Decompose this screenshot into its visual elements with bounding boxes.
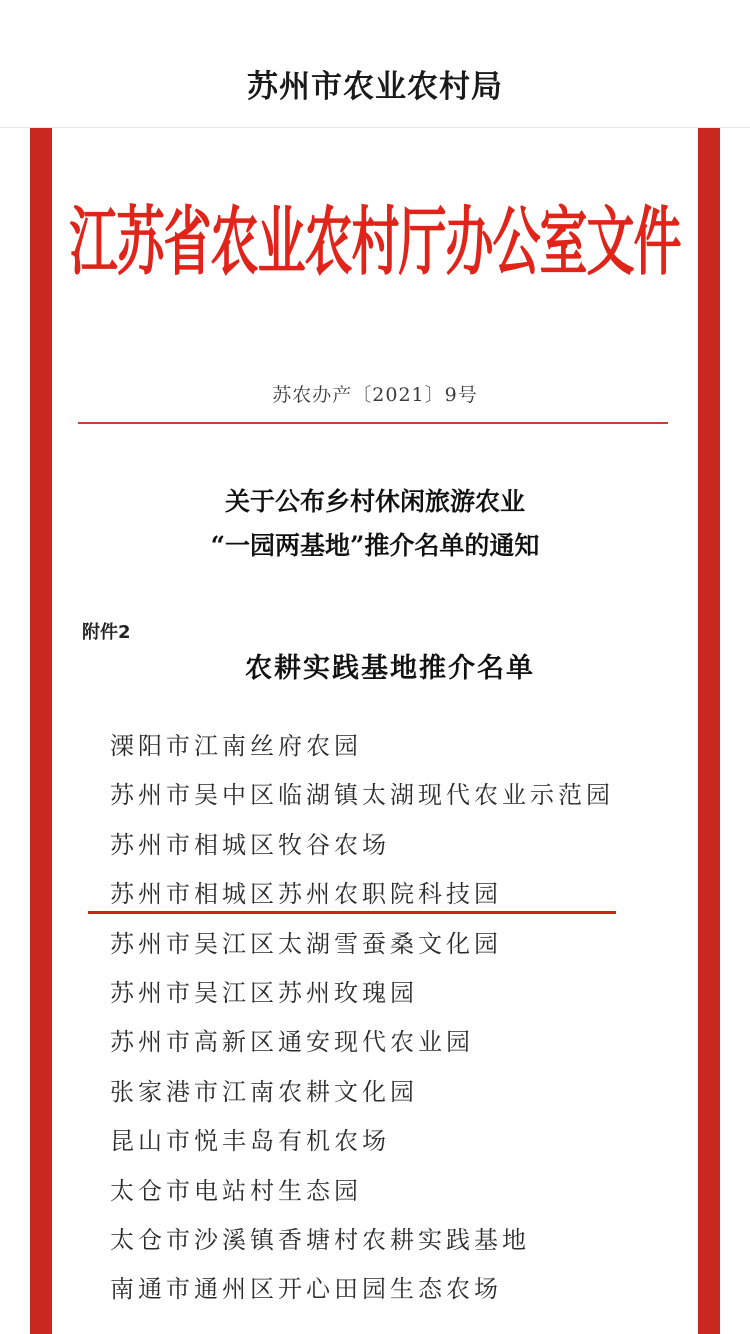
attachment-label: 附件2: [82, 622, 131, 643]
list-title: 农耕实践基地推介名单: [245, 653, 535, 684]
list-item: 昆山市悦丰岛有机农场: [110, 1127, 390, 1156]
list-item: 苏州市吴江区苏州玫瑰园: [110, 978, 418, 1007]
document-heading: 江苏省农业农村厅办公室文件: [69, 199, 681, 286]
list-item: 太仓市沙溪镇香塘村农耕实践基地: [110, 1225, 530, 1254]
list-item: 苏州市吴中区临湖镇太湖现代农业示范园: [110, 781, 614, 810]
list-item-highlighted: 苏州市相城区苏州农职院科技园: [110, 880, 502, 909]
list-item: 太仓市电站村生态园: [110, 1176, 362, 1205]
list-item: 张家港市江南农耕文化园: [110, 1077, 418, 1106]
heading-divider: [78, 422, 668, 424]
subject-line-1: 关于公布乡村休闲旅游农业: [224, 487, 525, 516]
list-item: 南通市通州区开心田园生态农场: [110, 1275, 502, 1304]
list-item: 苏州市相城区牧谷农场: [110, 830, 390, 859]
nav-bar: [0, 0, 750, 128]
list-item: 溧阳市江南丝府农园: [110, 732, 362, 760]
subject-line-2: “一园两基地”推介名单的通知: [210, 531, 540, 560]
document-subject: [52, 480, 698, 568]
document-number: 苏农办产〔2021〕9号: [272, 384, 478, 406]
list-item: 苏州市吴江区太湖雪蚕桑文化园: [110, 929, 502, 958]
document-image: [52, 128, 698, 1334]
list-item: 苏州市高新区通安现代农业园: [110, 1028, 474, 1057]
page-title: 苏州市农业农村局: [247, 69, 503, 105]
recommendation-list: [110, 722, 690, 1315]
highlight-underline: [88, 911, 616, 914]
